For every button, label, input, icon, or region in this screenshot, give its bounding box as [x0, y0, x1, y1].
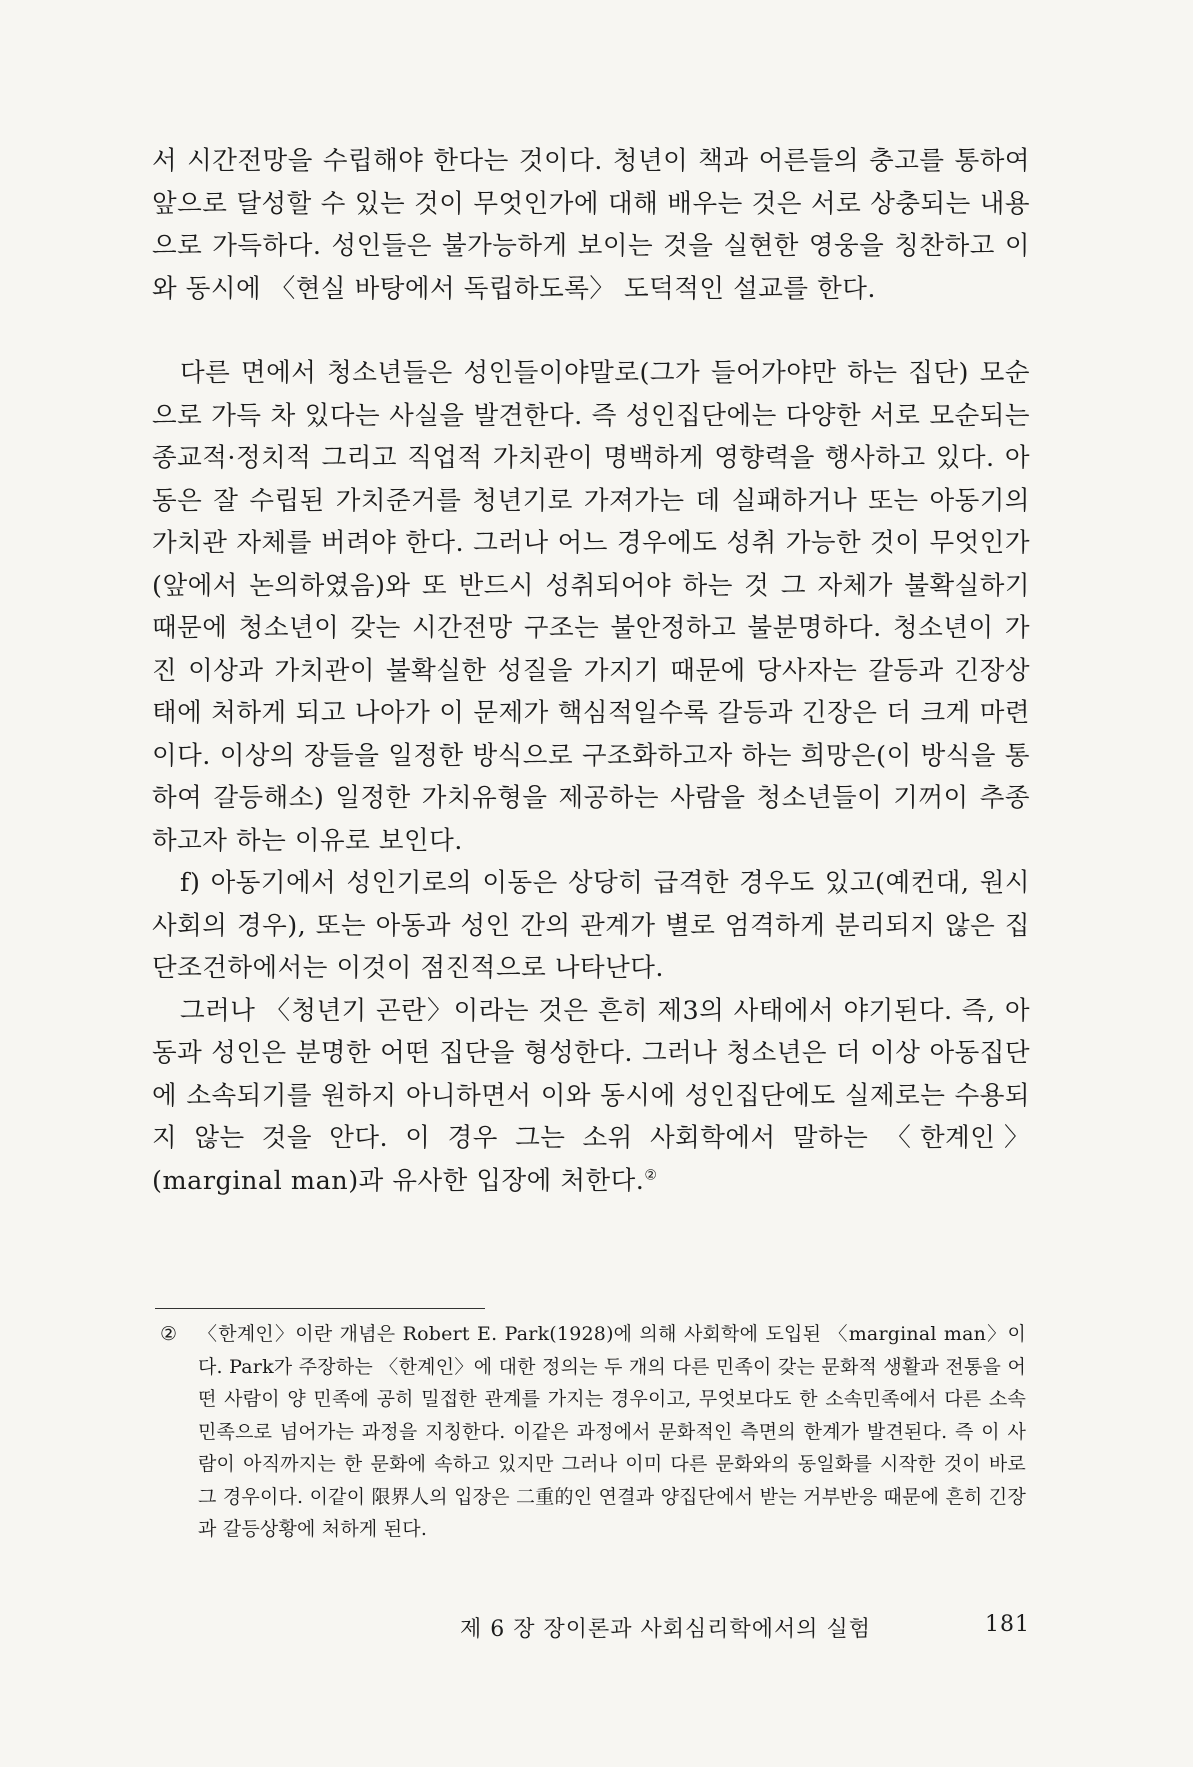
footnote-reference: ② — [644, 1167, 658, 1183]
paragraph-2: 다른 면에서 청소년들은 성인들이야말로(그가 들어가야만 하는 집단) 모순으로 가득 차 있다는 사실을 발견한다. 즉 성인집단에는 다양한 서로 모순되는 종교적·정치적 그리고 직업적 가치관이 명백하게 영향력을 행사하고 있다. 아동은 잘 수립된 가치준거를 청년기로 가져가는 데 실패하거나 또는 아동기의 가치관 자체를 버려야 한다. 그러나 어느 경우에도 성취 가능한 것이 무엇인가(앞에서 논의하였음)와 또 반드시 성취되어야 하는 것 그 자체가 불확실하기 때문에 청소년이 갖는 시간전망 구조는 불안정하고 불분명하다. 청소년이 가진 이상과 가치관이 불확실한 성질을 가지기 때문에 당사자는 갈등과 긴장상태에 처하게 되고 나아가 이 문제가 핵심적일수록 갈등과 긴장은 더 크게 마련이다. 이상의 장들을 일정한 방식으로 구조화하고자 하는 희망은(이 방식을 통하여 갈등해소) 일정한 가치유형을 제공하는 사람을 청소년들이 기꺼이 추종하고자 하는 이유로 보인다. — [152, 358, 1030, 856]
footnote — [160, 1318, 1026, 1546]
chapter-title: 제 6 장 장이론과 사회심리학에서의 실험 — [460, 1617, 871, 1642]
footnote-divider — [155, 1308, 485, 1309]
paragraph-3: f) 아동기에서 성인기로의 이동은 상당히 급격한 경우도 있고(예컨대, 원시사회의 경우), 또는 아동과 성인 간의 관계가 별로 엄격하게 분리되지 않은 집단조건하에서는 이것이 점진적으로 나타난다. — [152, 868, 1030, 983]
footnote-marker: ② — [160, 1323, 178, 1345]
main-text — [152, 140, 1030, 1202]
footnote-text: 〈한계인〉이란 개념은 Robert E. Park(1928)에 의해 사회학에 도입된 〈marginal man〉이다. Park가 주장하는 〈한계인〉에 대한 정의는 두 개의 다른 민족이 갖는 문화적 생활과 전통을 어떤 사람이 양 민족에 공히 밀접한 관계를 가지는 경우이고, 무엇보다도 한 소속민족에서 다른 소속민족으로 넘어가는 과정을 지칭한다. 이같은 과정에서 문화적인 측면의 한계가 발견된다. 즉 이 사람이 아직까지는 한 문화에 속하고 있지만 그러나 이미 다른 문화와의 동일화를 시작한 것이 바로 그 경우이다. 이같이 限界人의 입장은 二重的인 연결과 양집단에서 받는 거부반응 때문에 흔히 긴장과 갈등상황에 처하게 된다. — [198, 1323, 1026, 1540]
running-footer — [460, 1612, 1030, 1643]
page-number: 181 — [985, 1612, 1030, 1637]
paragraph-4 — [152, 990, 1030, 1203]
paragraph-4-text: 그러나 〈청년기 곤란〉이라는 것은 흔히 제3의 사태에서 야기된다. 즉, 아동과 성인은 분명한 어떤 집단을 형성한다. 그러나 청소년은 더 이상 아동집단에 소속되기를 원하지 아니하면서 이와 동시에 성인집단에도 실제로는 수용되지 않는 것을 안다. 이 경우 그는 소위 사회학에서 말하는 〈한계인〉(marginal man)과 유사한 입장에 처한다. — [152, 995, 1030, 1196]
paragraph-1: 서 시간전망을 수립해야 한다는 것이다. 청년이 책과 어른들의 충고를 통하여 앞으로 달성할 수 있는 것이 무엇인가에 대해 배우는 것은 서로 상충되는 내용으로 가득하다. 성인들은 불가능하게 보이는 것을 실현한 영웅을 칭찬하고 이와 동시에 〈현실 바탕에서 독립하도록〉 도덕적인 설교를 한다. — [152, 146, 1030, 304]
